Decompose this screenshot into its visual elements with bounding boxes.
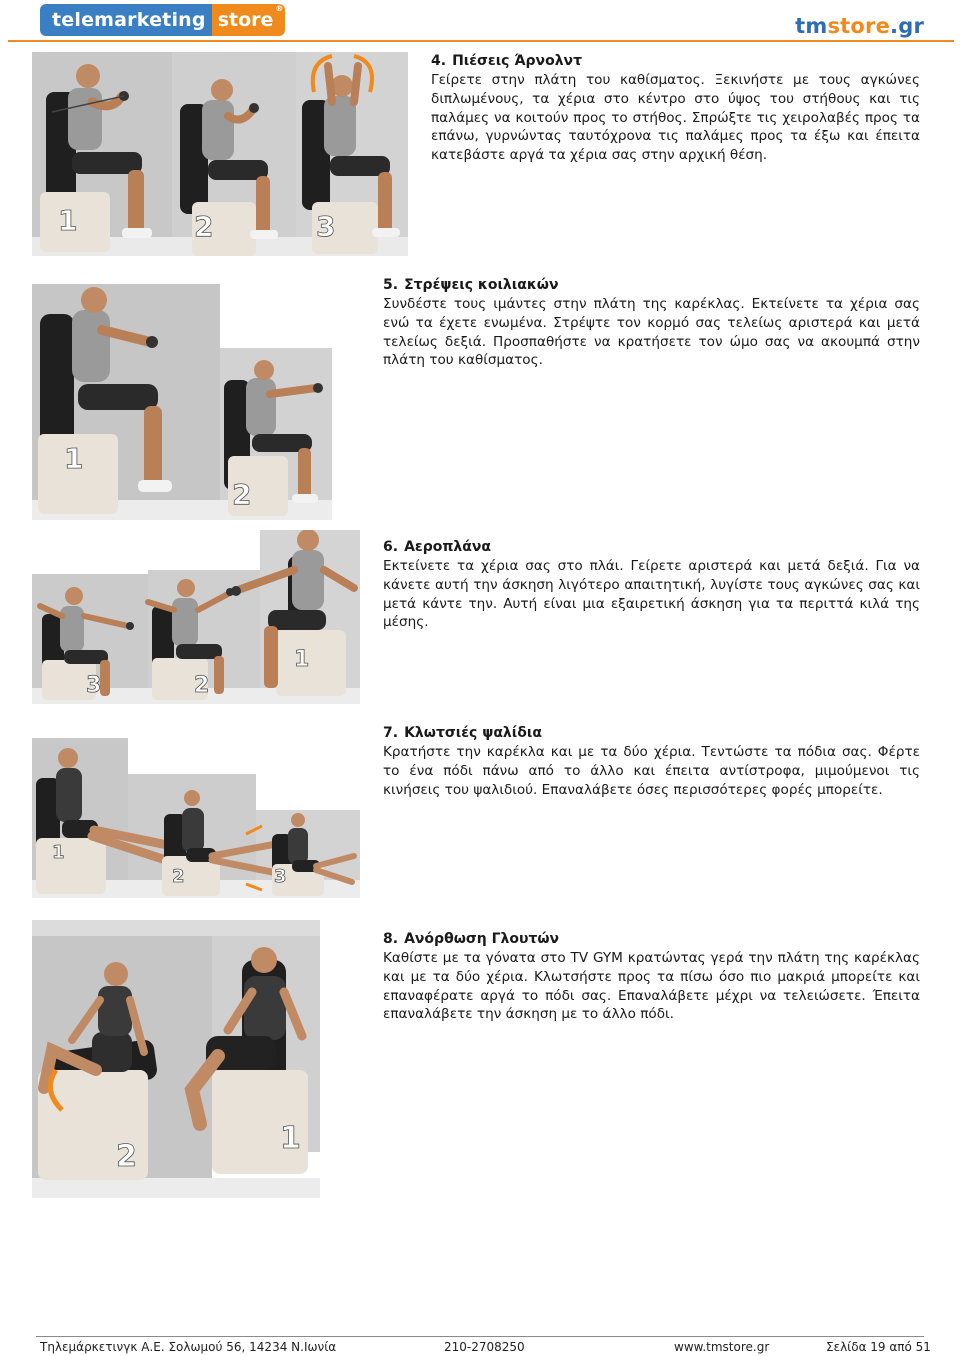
exercise-description: Εκτείνετε τα χέρια σας στο πλάι. Γείρετε αριστερά και μετά δεξιά. Για να κάνετε αυτή την άσκηση λιγότερο απαιτητική, λυγίστε τους αγκώνες σας και μετά κάντε την. Αυτή είναι μια εξαιρετική άσκηση για τα περιττά κιλά της μέσης.	[383, 558, 920, 631]
exercise-title	[383, 276, 920, 295]
exercise-title-text: Πιέσεις Άρνολντ	[452, 53, 583, 69]
exercise-title-text: Στρέψεις κοιλιακών	[404, 277, 559, 293]
footer-website-link[interactable]: www.tmstore.gr	[674, 1340, 770, 1354]
exercise-number: 5.	[383, 277, 399, 293]
registered-mark: ®	[275, 4, 284, 13]
exercise-title	[383, 724, 920, 743]
exercise-title-text: Κλωτσιές ψαλίδια	[404, 725, 542, 741]
exercise-title-text: Ανόρθωση Γλουτών	[404, 931, 560, 947]
logo-tm-text: tm	[795, 14, 828, 38]
exercise-8-section	[383, 930, 920, 1024]
exercise-number: 4.	[431, 53, 447, 69]
step-number: 2	[116, 1139, 137, 1174]
tmstore-logo[interactable]	[795, 14, 924, 38]
step-number: 3	[86, 673, 102, 698]
telemarketing-store-logo[interactable]	[40, 4, 285, 36]
step-number: 1	[294, 647, 310, 672]
exercise-8-image	[32, 920, 320, 1198]
step-number: 2	[194, 210, 214, 243]
logo-store-text: store ®	[212, 4, 286, 36]
exercise-title	[383, 538, 920, 557]
exercise-6-section	[383, 538, 920, 632]
exercise-number: 7.	[383, 725, 399, 741]
exercise-5-image	[32, 284, 332, 520]
exercise-description: Γείρετε στην πλάτη του καθίσματος. Ξεκινήστε με τους αγκώνες διπλωμένους, τα χέρια στο κέντρο στο ύψος του στήθους και τις παλάμες να κοιτούν προς το στήθος. Σπρώξτε τις χειρολαβές προς τα επάνω, γυρνώντας ταυτόχρονα τις παλάμες προς τα έξω και έπειτα κατεβάστε αργά τα χέρια σας στην αρχική θέση.	[431, 72, 920, 164]
exercise-description: Συνδέστε τους ιμάντες στην πλάτη της καρέκλας. Εκτείνετε τα χέρια σας ενώ τα έχετε ενωμένα. Στρέψτε τον κορμό σας τελείως αριστερά και μετά τελείως δεξιά. Προσπαθήστε να κρατήσετε τον ώμο σας να ακουμπά στην πλάτη του καθίσματος.	[383, 296, 920, 369]
exercise-title	[383, 930, 920, 949]
step-number: 3	[316, 210, 336, 243]
step-number: 3	[274, 866, 287, 887]
page-header	[0, 0, 960, 46]
footer-page-number: Σελίδα 19 από 51	[826, 1340, 931, 1354]
page-footer	[40, 1340, 931, 1356]
step-number: 1	[64, 442, 84, 475]
footer-phone: 210-2708250	[444, 1340, 525, 1354]
exercise-number: 6.	[383, 539, 399, 555]
exercise-6-image	[32, 530, 360, 704]
exercise-5-section	[383, 276, 920, 370]
step-number: 2	[194, 673, 210, 698]
footer-divider	[36, 1336, 924, 1337]
exercise-7-section	[383, 724, 920, 799]
footer-company-address: Τηλεμάρκετινγκ Α.Ε. Σολωμού 56, 14234 Ν.Ιωνία	[40, 1340, 337, 1354]
logo-telemarketing-text: telemarketing	[40, 4, 212, 36]
exercise-4-section	[431, 52, 920, 165]
step-number: 2	[232, 478, 252, 511]
step-number: 2	[172, 866, 185, 887]
step-number: 1	[52, 842, 65, 863]
exercise-description: Καθίστε με τα γόνατα στο TV GYM κρατώντας γερά την πλάτη της καρέκλας και με τα δύο χέρια. Κλωτσήστε προς τα πίσω όσο πιο μακριά μπορείτε και επαναφέρατε αργά το πόδι σας. Επαναλάβετε μέχρι να τελειώσετε. Έπειτα επαναλάβετε την άσκηση με το άλλο πόδι.	[383, 950, 920, 1023]
step-number: 1	[58, 204, 78, 237]
exercise-7-image	[32, 738, 360, 898]
exercise-description: Κρατήστε την καρέκλα και με τα δύο χέρια. Τεντώστε τα πόδια σας. Φέρτε το ένα πόδι πάνω από το άλλο και έπειτα αντίστροφα, μιμούμενοι τις κινήσεις του ψαλιδιού. Επαναλάβετε όσες περισσότερες φορές μπορείτε.	[383, 744, 920, 798]
step-number: 1	[280, 1121, 301, 1156]
exercise-title	[431, 52, 920, 71]
logo-gr-text: .gr	[890, 14, 924, 38]
exercise-4-image	[32, 52, 408, 256]
exercise-number: 8.	[383, 931, 399, 947]
logo-store-text-right: store	[827, 14, 891, 38]
header-divider	[8, 40, 954, 42]
exercise-title-text: Αεροπλάνα	[404, 539, 492, 555]
